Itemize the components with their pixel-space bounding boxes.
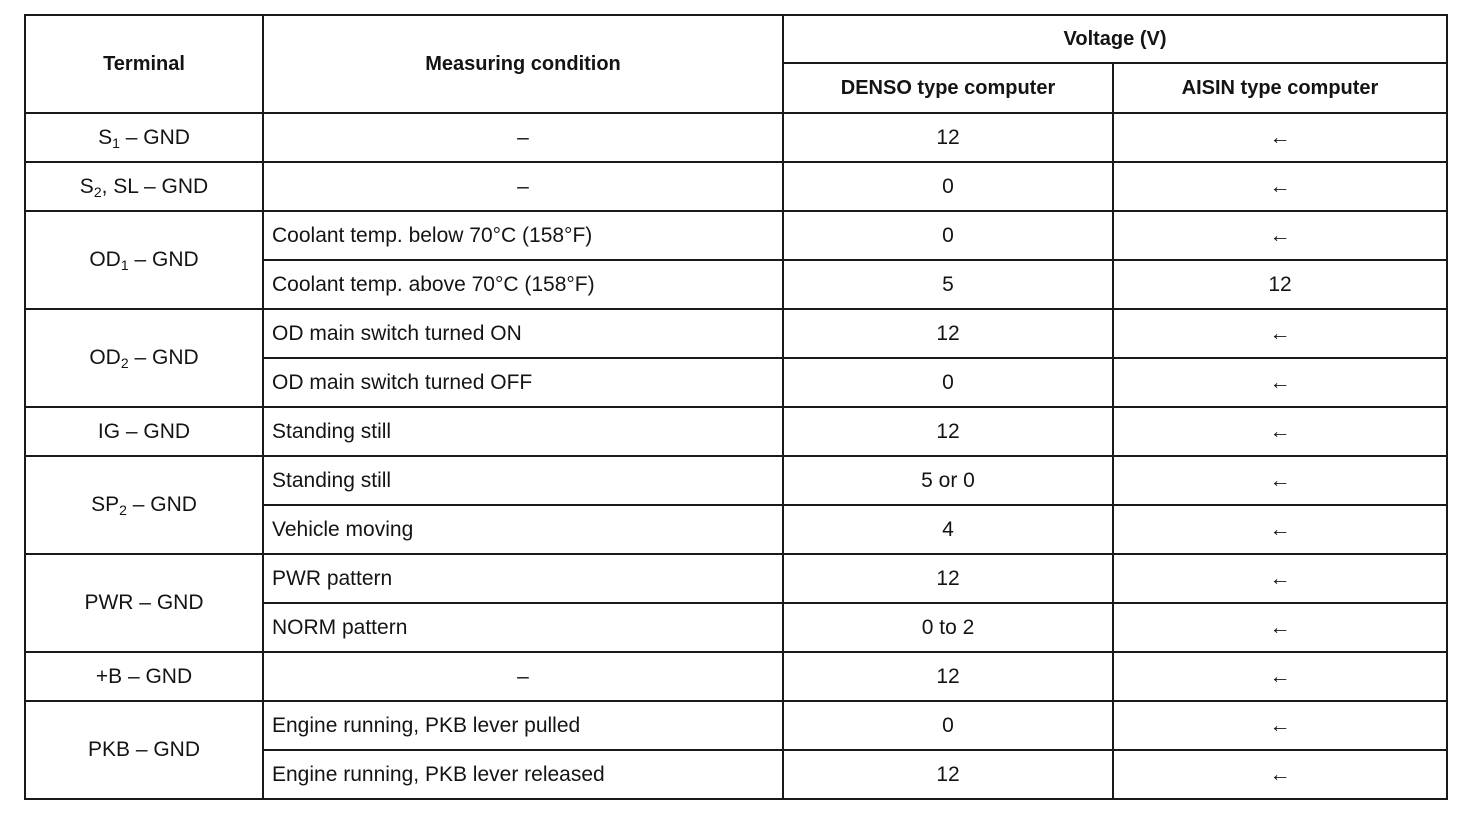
aisin-voltage-cell: ← (1113, 652, 1447, 701)
denso-voltage-cell: 0 (783, 162, 1113, 211)
aisin-voltage-cell: ← (1113, 358, 1447, 407)
terminal-base: OD (89, 248, 121, 272)
terminal-base: PKB – GND (87, 738, 201, 762)
condition-cell: Standing still (263, 407, 783, 456)
condition-cell: Standing still (263, 456, 783, 505)
header-aisin: AISIN type computer (1113, 63, 1447, 113)
table-row (25, 652, 1447, 701)
denso-voltage-cell: 12 (783, 554, 1113, 603)
table-row (25, 113, 1447, 162)
terminal-cell (25, 701, 263, 799)
aisin-voltage-cell: ← (1113, 407, 1447, 456)
condition-cell: Vehicle moving (263, 505, 783, 554)
terminal-cell (25, 407, 263, 456)
terminal-subscript: 2 (120, 355, 129, 372)
aisin-voltage-cell: ← (1113, 505, 1447, 554)
aisin-voltage-cell: ← (1113, 456, 1447, 505)
terminal-base: +B – GND (95, 664, 193, 688)
denso-voltage-cell: 5 or 0 (783, 456, 1113, 505)
table-row (25, 211, 1447, 260)
condition-cell: PWR pattern (263, 554, 783, 603)
terminal-subscript: 2 (93, 183, 102, 200)
header-measuring-condition: Measuring condition (263, 15, 783, 113)
terminal-cell (25, 309, 263, 407)
terminal-cell (25, 211, 263, 309)
aisin-voltage-cell: ← (1113, 162, 1447, 211)
table-row (25, 554, 1447, 603)
terminal-rest: – GND (128, 248, 199, 272)
terminal-subscript: 2 (119, 502, 127, 519)
table-row (25, 701, 1447, 750)
aisin-voltage-cell: ← (1113, 113, 1447, 162)
terminal-base: IG – GND (97, 419, 191, 443)
terminal-cell (25, 162, 263, 211)
terminal-base: S (79, 174, 94, 198)
aisin-voltage-cell: ← (1113, 750, 1447, 799)
denso-voltage-cell: 12 (783, 113, 1113, 162)
terminal-base: SP (91, 493, 120, 517)
denso-voltage-cell: 0 (783, 358, 1113, 407)
terminal-rest: , SL – GND (101, 174, 209, 198)
aisin-voltage-cell: 12 (1113, 260, 1447, 309)
terminal-base: PWR – GND (84, 591, 204, 615)
voltage-spec-table (24, 14, 1448, 800)
header-denso: DENSO type computer (783, 63, 1113, 113)
terminal-rest: – GND (119, 125, 190, 149)
aisin-voltage-cell: ← (1113, 211, 1447, 260)
denso-voltage-cell: 5 (783, 260, 1113, 309)
table-row (25, 309, 1447, 358)
condition-cell: Engine running, PKB lever pulled (263, 701, 783, 750)
condition-cell: – (263, 113, 783, 162)
table-row (25, 162, 1447, 211)
condition-cell: OD main switch turned ON (263, 309, 783, 358)
denso-voltage-cell: 0 (783, 211, 1113, 260)
terminal-base: OD (89, 346, 121, 370)
terminal-subscript: 1 (112, 134, 120, 151)
aisin-voltage-cell: ← (1113, 309, 1447, 358)
aisin-voltage-cell: ← (1113, 603, 1447, 652)
terminal-cell (25, 113, 263, 162)
denso-voltage-cell: 0 (783, 701, 1113, 750)
header-terminal: Terminal (25, 15, 263, 113)
terminal-cell (25, 652, 263, 701)
condition-cell: NORM pattern (263, 603, 783, 652)
condition-cell: Coolant temp. above 70°C (158°F) (263, 260, 783, 309)
condition-cell: – (263, 162, 783, 211)
terminal-rest: – GND (128, 346, 199, 370)
aisin-voltage-cell: ← (1113, 701, 1447, 750)
condition-cell: – (263, 652, 783, 701)
denso-voltage-cell: 12 (783, 407, 1113, 456)
header-voltage: Voltage (V) (783, 15, 1447, 63)
denso-voltage-cell: 12 (783, 652, 1113, 701)
denso-voltage-cell: 12 (783, 309, 1113, 358)
terminal-subscript: 1 (120, 257, 129, 274)
condition-cell: Coolant temp. below 70°C (158°F) (263, 211, 783, 260)
condition-cell: Engine running, PKB lever released (263, 750, 783, 799)
terminal-cell (25, 554, 263, 652)
terminal-base: S (98, 125, 113, 149)
table-row (25, 407, 1447, 456)
denso-voltage-cell: 4 (783, 505, 1113, 554)
denso-voltage-cell: 12 (783, 750, 1113, 799)
table-row (25, 456, 1447, 505)
aisin-voltage-cell: ← (1113, 554, 1447, 603)
condition-cell: OD main switch turned OFF (263, 358, 783, 407)
terminal-cell (25, 456, 263, 554)
terminal-rest: – GND (126, 493, 197, 517)
denso-voltage-cell: 0 to 2 (783, 603, 1113, 652)
